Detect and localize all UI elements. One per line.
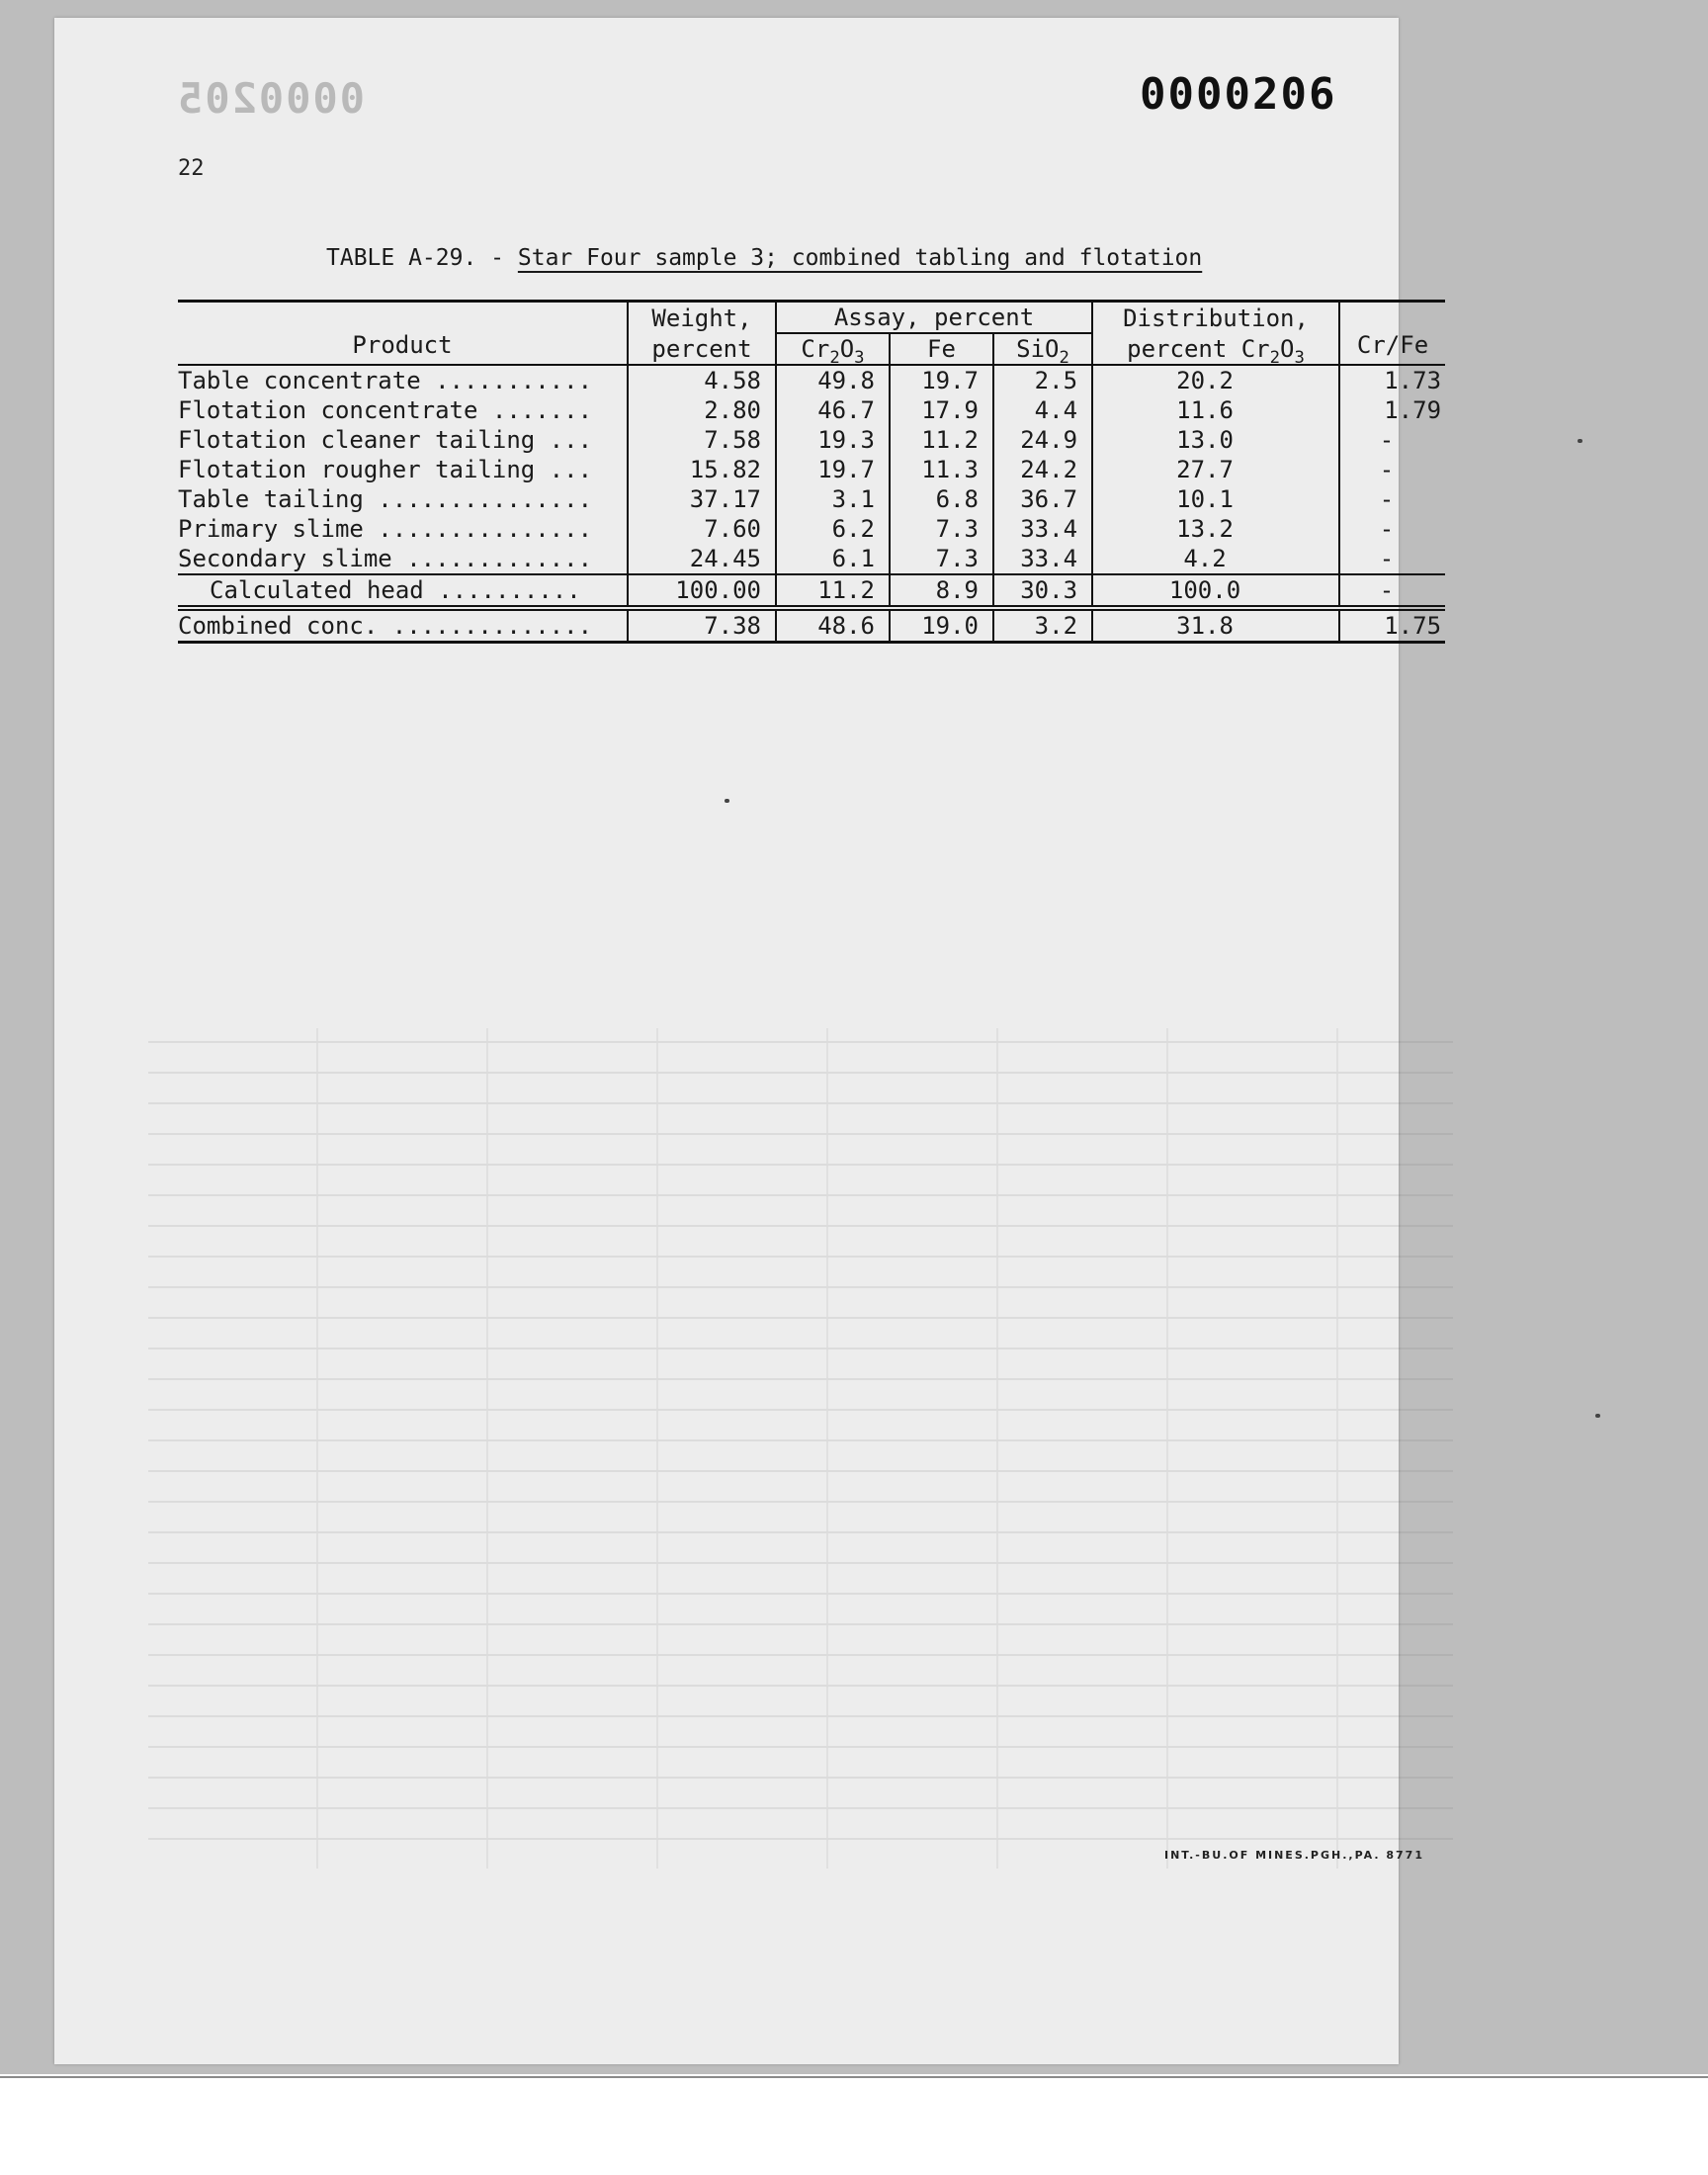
header-product: Product [178, 302, 628, 366]
distribution-cell: 13.0 [1092, 425, 1339, 455]
header-distribution-unit: percent $Cr_2O_3$ [1092, 333, 1339, 365]
table-title-prefix: TABLE A-29. - [326, 245, 518, 271]
table-row [178, 484, 1445, 514]
ratio-cell: - [1339, 514, 1445, 544]
fe-cell: 7.3 [890, 514, 993, 544]
table-title-text: Star Four sample 3; combined tabling and flotation [517, 245, 1203, 271]
ratio-cell: - [1339, 574, 1445, 608]
ratio-cell: 1.73 [1339, 365, 1445, 395]
sio2-cell: 30.3 [993, 574, 1092, 608]
weight-cell: 2.80 [628, 395, 776, 425]
weight-cell: 15.82 [628, 455, 776, 484]
combined-conc-row [178, 608, 1445, 643]
product-cell: Flotation rougher tailing ... [178, 456, 593, 483]
sio2-cell: 3.2 [993, 608, 1092, 643]
fe-cell: 17.9 [890, 395, 993, 425]
sio2-cell: 24.2 [993, 455, 1092, 484]
calculated-head-row [178, 574, 1445, 608]
ratio-cell: - [1339, 425, 1445, 455]
cr2o3-cell: 19.7 [776, 455, 890, 484]
weight-cell: 100.00 [628, 574, 776, 608]
page-number: 22 [178, 156, 205, 181]
weight-cell: 37.17 [628, 484, 776, 514]
header-assay-group: Assay, percent [776, 302, 1092, 334]
fe-cell: 8.9 [890, 574, 993, 608]
document-number: 0000206 [1140, 69, 1337, 120]
weight-cell: 24.45 [628, 544, 776, 574]
product-cell: Flotation cleaner tailing ... [178, 426, 593, 454]
ratio-cell: - [1339, 544, 1445, 574]
fe-cell: 7.3 [890, 544, 993, 574]
header-distribution: Distribution, [1092, 302, 1339, 334]
table-row [178, 544, 1445, 574]
product-cell: Table tailing ............... [178, 485, 593, 513]
fe-cell: 19.0 [890, 608, 993, 643]
table-row [178, 395, 1445, 425]
header-ratio: Cr/Fe [1339, 302, 1445, 366]
header-sio2: SiO$_2$ [993, 333, 1092, 365]
fe-cell: 11.3 [890, 455, 993, 484]
fe-cell: 19.7 [890, 365, 993, 395]
cr2o3-cell: 19.3 [776, 425, 890, 455]
table-row [178, 425, 1445, 455]
product-cell: Secondary slime ............. [178, 545, 593, 572]
ratio-cell: 1.75 [1339, 608, 1445, 643]
distribution-cell: 13.2 [1092, 514, 1339, 544]
data-table [178, 300, 1445, 644]
table-row [178, 514, 1445, 544]
distribution-cell: 11.6 [1092, 395, 1339, 425]
table-title [326, 245, 1202, 271]
cr2o3-cell: 46.7 [776, 395, 890, 425]
product-cell: Flotation concentrate ....... [178, 396, 593, 424]
table-header [178, 302, 1445, 369]
product-cell: Primary slime ............... [178, 515, 593, 543]
distribution-cell: 27.7 [1092, 455, 1339, 484]
fe-cell: 11.2 [890, 425, 993, 455]
ghost-document-number: 0000205 [176, 74, 366, 123]
product-cell: Combined conc. .............. [178, 608, 628, 643]
cr2o3-cell: 48.6 [776, 608, 890, 643]
distribution-cell: 4.2 [1092, 544, 1339, 574]
scan-speck [725, 799, 729, 803]
distribution-cell: 20.2 [1092, 365, 1339, 395]
bleed-through-texture [148, 1028, 1453, 1869]
cr2o3-cell: 3.1 [776, 484, 890, 514]
sio2-cell: 36.7 [993, 484, 1092, 514]
sio2-cell: 33.4 [993, 544, 1092, 574]
header-weight: Weight, [628, 302, 776, 334]
header-cr2o3: $Cr_2O_3$ [776, 333, 890, 365]
ratio-cell: - [1339, 484, 1445, 514]
distribution-cell: 31.8 [1092, 608, 1339, 643]
cr2o3-cell: 6.2 [776, 514, 890, 544]
printer-imprint: INT.-BU.OF MINES.PGH.,PA. 8771 [1164, 1849, 1424, 1862]
fe-cell: 6.8 [890, 484, 993, 514]
product-cell: Table concentrate ........... [178, 367, 593, 394]
header-weight-unit: percent [628, 333, 776, 365]
weight-cell: 7.58 [628, 425, 776, 455]
cr2o3-cell: 11.2 [776, 574, 890, 608]
scan-bottom-edge [0, 2076, 1708, 2078]
table-row [178, 455, 1445, 484]
table-row [178, 365, 1445, 395]
ratio-cell: - [1339, 455, 1445, 484]
cr2o3-cell: 49.8 [776, 365, 890, 395]
weight-cell: 7.38 [628, 608, 776, 643]
header-fe: Fe [890, 333, 993, 365]
distribution-cell: 10.1 [1092, 484, 1339, 514]
scan-speck [1578, 439, 1582, 443]
cr2o3-cell: 6.1 [776, 544, 890, 574]
product-cell: Calculated head .......... [178, 574, 628, 608]
sio2-cell: 2.5 [993, 365, 1092, 395]
sio2-cell: 4.4 [993, 395, 1092, 425]
scan-speck [1595, 1414, 1600, 1418]
weight-cell: 4.58 [628, 365, 776, 395]
sio2-cell: 33.4 [993, 514, 1092, 544]
sio2-cell: 24.9 [993, 425, 1092, 455]
ratio-cell: 1.79 [1339, 395, 1445, 425]
weight-cell: 7.60 [628, 514, 776, 544]
distribution-cell: 100.0 [1092, 574, 1339, 608]
